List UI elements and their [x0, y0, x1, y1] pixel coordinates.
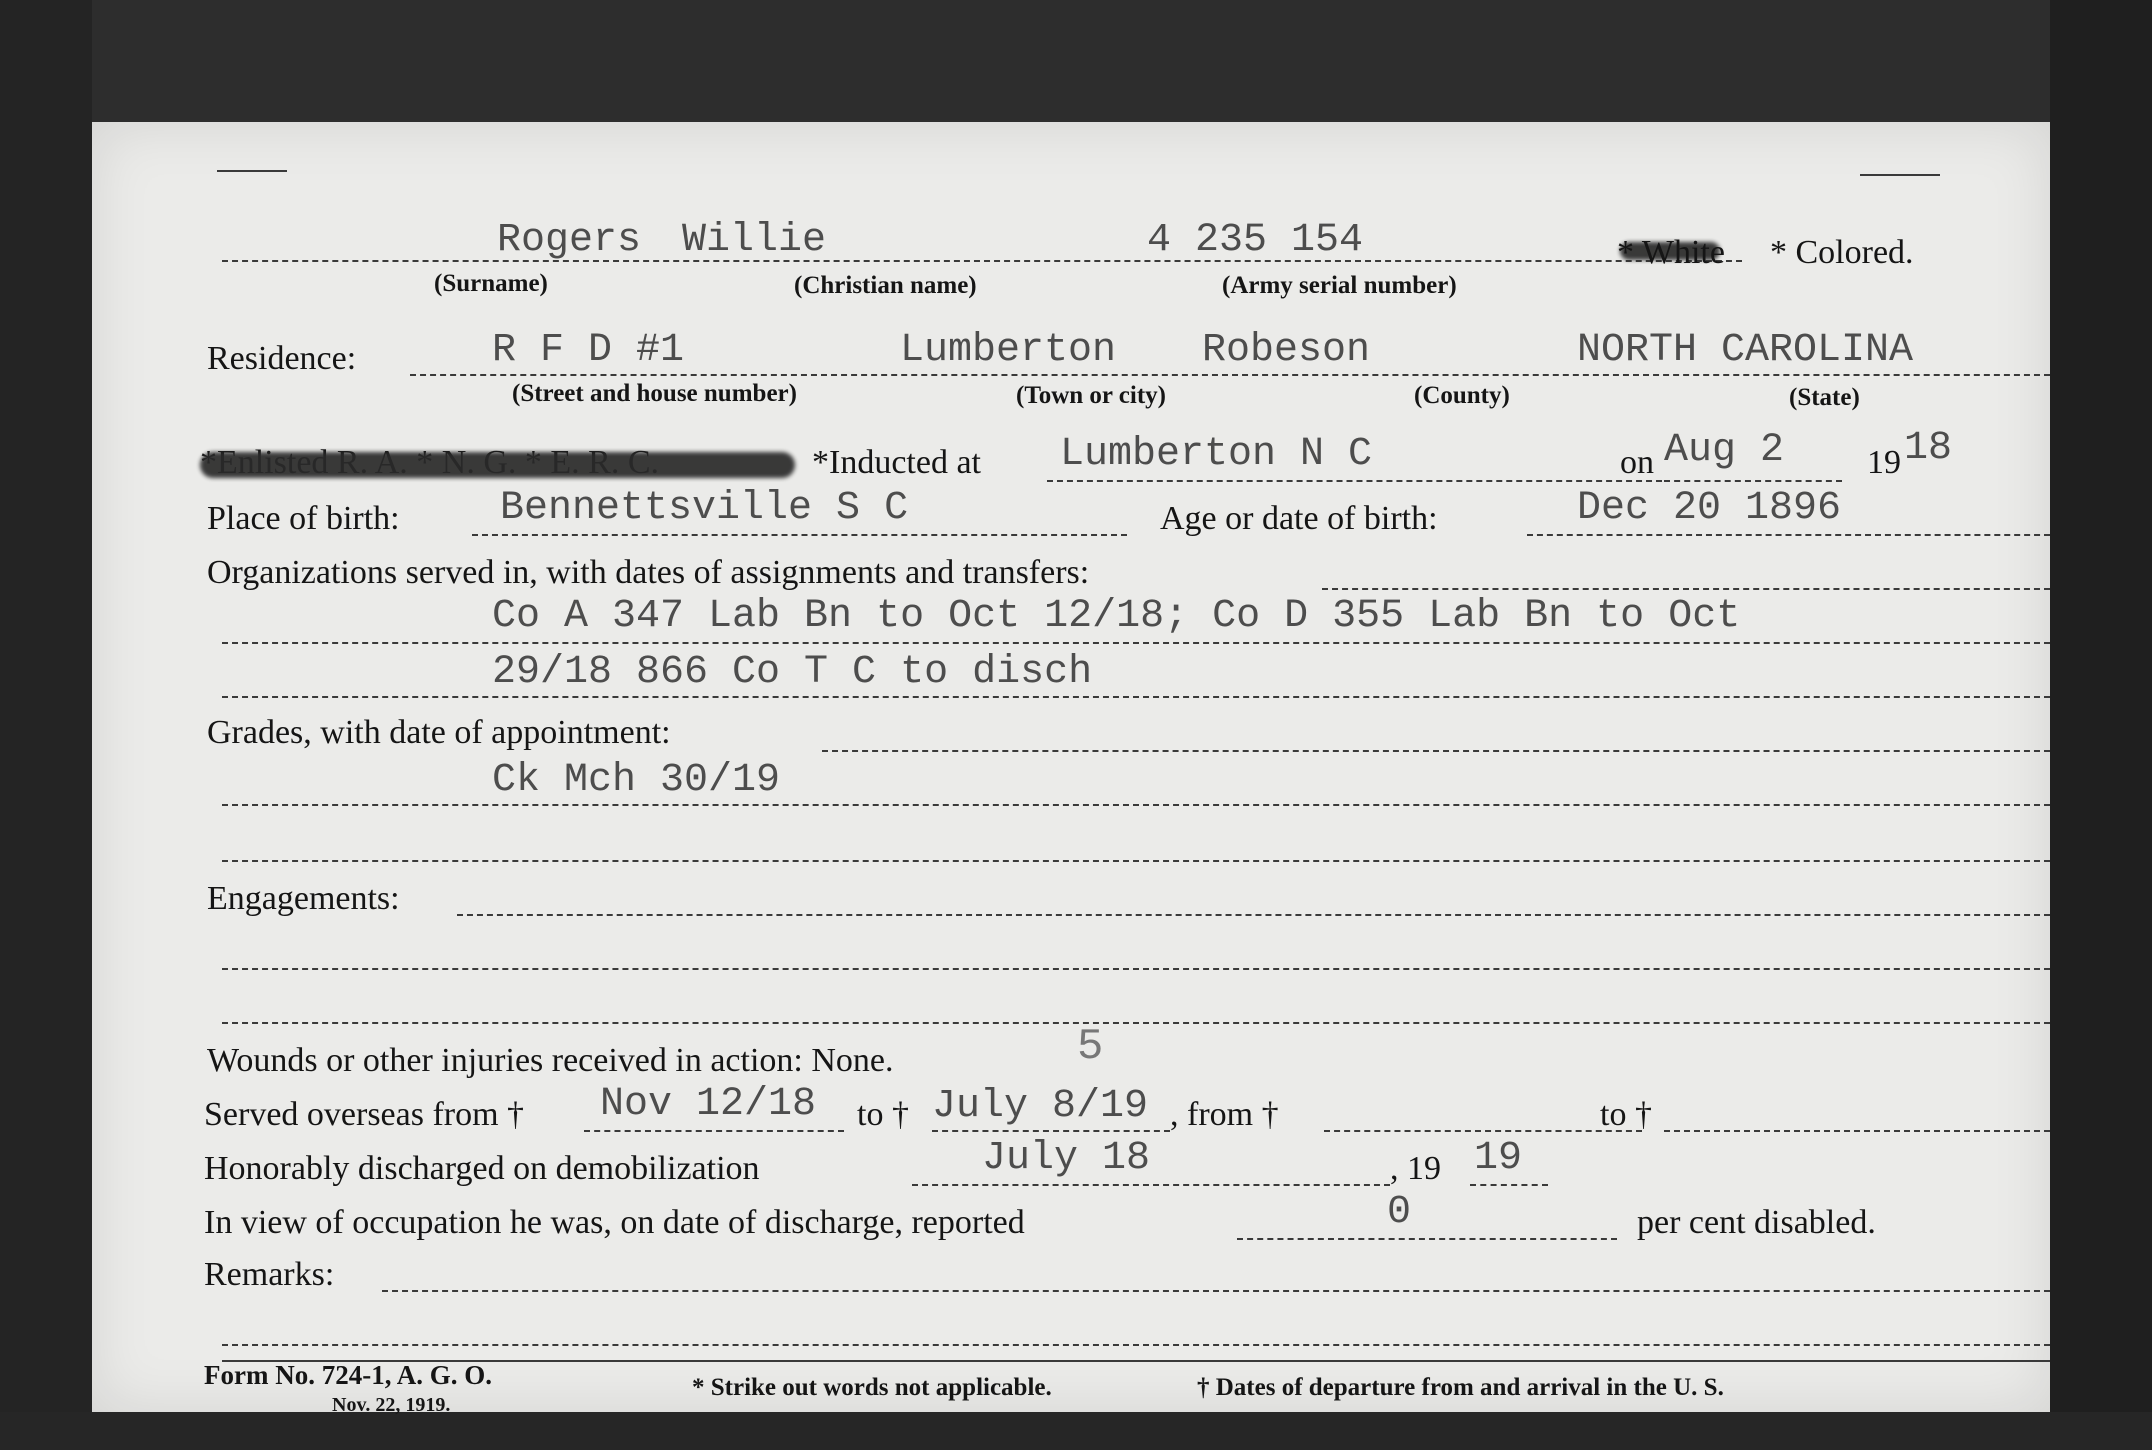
top-right-rule — [1860, 174, 1940, 176]
grades-line-0 — [822, 750, 2050, 752]
overseas-to-line — [932, 1130, 1170, 1132]
overseas-from2-line — [1324, 1130, 1642, 1132]
overseas-from-value: Nov 12/18 — [600, 1082, 817, 1127]
birth-date-value: Dec 20 1896 — [1577, 486, 1842, 531]
residence-county-value: Robeson — [1202, 328, 1371, 373]
remarks-label: Remarks: — [204, 1256, 335, 1293]
organizations-value-1: Co A 347 Lab Bn to Oct 12/18; Co D 355 Lab Bn to Oct — [492, 594, 1741, 639]
serial-caption: (Army serial number) — [1222, 272, 1457, 299]
induction-date-value: Aug 2 — [1664, 428, 1785, 473]
discharge-date-value: July 18 — [982, 1136, 1151, 1181]
birth-place-line — [472, 534, 1127, 536]
footer-rule — [222, 1360, 2050, 1362]
organizations-line-0 — [1322, 588, 2050, 590]
form-date: Nov. 22, 1919. — [332, 1394, 451, 1416]
grades-label: Grades, with date of appointment: — [207, 714, 671, 751]
engagements-label: Engagements: — [207, 880, 400, 917]
discharge-year-value: 19 — [1474, 1136, 1523, 1181]
induction-year-value: 18 — [1904, 426, 1953, 471]
overseas-from-line — [584, 1130, 844, 1132]
scan-background-top — [0, 0, 2152, 122]
street-caption: (Street and house number) — [512, 380, 797, 407]
state-caption: (State) — [1789, 384, 1860, 411]
grades-line-1 — [222, 804, 2050, 806]
discharge-year-line — [1470, 1184, 1548, 1186]
induction-on-label: on — [1620, 444, 1654, 481]
birth-place-value: Bennettsville S C — [500, 486, 909, 531]
residence-label: Residence: — [207, 340, 357, 377]
induction-year-prefix: 19 — [1867, 444, 1901, 481]
surname-caption: (Surname) — [434, 270, 548, 297]
name-line — [222, 260, 1742, 262]
discharge-label: Honorably discharged on demobilization — [204, 1150, 760, 1187]
engagements-line-1 — [222, 968, 2050, 970]
scan-background-right — [2050, 0, 2152, 1450]
residence-line — [410, 374, 2050, 376]
engagements-line-2 — [222, 1022, 2050, 1024]
discharge-date-line — [912, 1184, 1390, 1186]
surname-value: Rogers — [497, 218, 642, 263]
residence-street-value: R F D #1 — [492, 328, 685, 373]
overseas-to-value: July 8/19 — [932, 1084, 1149, 1129]
top-left-rule — [217, 170, 287, 172]
remarks-line-0 — [382, 1290, 2050, 1292]
wounds-label: Wounds or other injuries received in action: None. — [207, 1042, 894, 1079]
organizations-label: Organizations served in, with dates of assignments and transfers: — [207, 554, 1090, 591]
serial-number-value: 4 235 154 — [1147, 218, 1364, 263]
overseas-to2-label: to † — [1600, 1096, 1652, 1133]
strike-out-enlisted — [200, 452, 795, 478]
grades-line-2 — [222, 860, 2050, 862]
county-caption: (County) — [1414, 382, 1510, 409]
organizations-line-2 — [222, 696, 2050, 698]
form-number: Form No. 724-1, A. G. O. — [204, 1360, 492, 1390]
disability-value: 0 — [1387, 1190, 1412, 1235]
induction-place-line — [1047, 480, 1662, 482]
town-caption: (Town or city) — [1016, 382, 1166, 409]
discharge-year-prefix: , 19 — [1390, 1150, 1441, 1187]
race-colored-label: * Colored. — [1770, 234, 1914, 271]
disability-line — [1237, 1238, 1617, 1240]
birth-date-line — [1527, 534, 2050, 536]
overseas-to2-line — [1664, 1130, 2050, 1132]
induction-place-value: Lumberton N C — [1060, 432, 1373, 477]
christian-name-caption: (Christian name) — [794, 272, 977, 299]
disability-suffix: per cent disabled. — [1637, 1204, 1876, 1241]
christian-name-value: Willie — [682, 218, 827, 263]
race-white-label: * White — [1617, 234, 1725, 271]
footnote-dates: † Dates of departure from and arrival in the U. S. — [1197, 1374, 1724, 1401]
overseas-to-label: to † — [857, 1096, 909, 1133]
organizations-value-2: 29/18 866 Co T C to disch — [492, 650, 1093, 695]
remarks-line-1 — [222, 1344, 2050, 1346]
engagements-line-0 — [457, 914, 2050, 916]
residence-state-value: NORTH CAROLINA — [1577, 328, 1914, 373]
wounds-mark: 5 — [1077, 1022, 1104, 1072]
birth-date-label: Age or date of birth: — [1160, 500, 1438, 537]
organizations-line-1 — [222, 642, 2050, 644]
footnote-strike-out: * Strike out words not applicable. — [692, 1374, 1052, 1401]
overseas-from2-label: , from † — [1170, 1096, 1279, 1133]
induction-date-line — [1664, 480, 1842, 482]
scan-background-left — [0, 0, 92, 1450]
overseas-label: Served overseas from † — [204, 1096, 525, 1133]
birth-place-label: Place of birth: — [207, 500, 400, 537]
residence-town-value: Lumberton — [900, 328, 1117, 373]
scan-background-bottom — [0, 1412, 2152, 1450]
inducted-label: *Inducted at — [812, 444, 981, 481]
grades-value-1: Ck Mch 30/19 — [492, 758, 781, 803]
service-record-card — [92, 122, 2050, 1416]
disability-label: In view of occupation he was, on date of discharge, reported — [204, 1204, 1025, 1241]
